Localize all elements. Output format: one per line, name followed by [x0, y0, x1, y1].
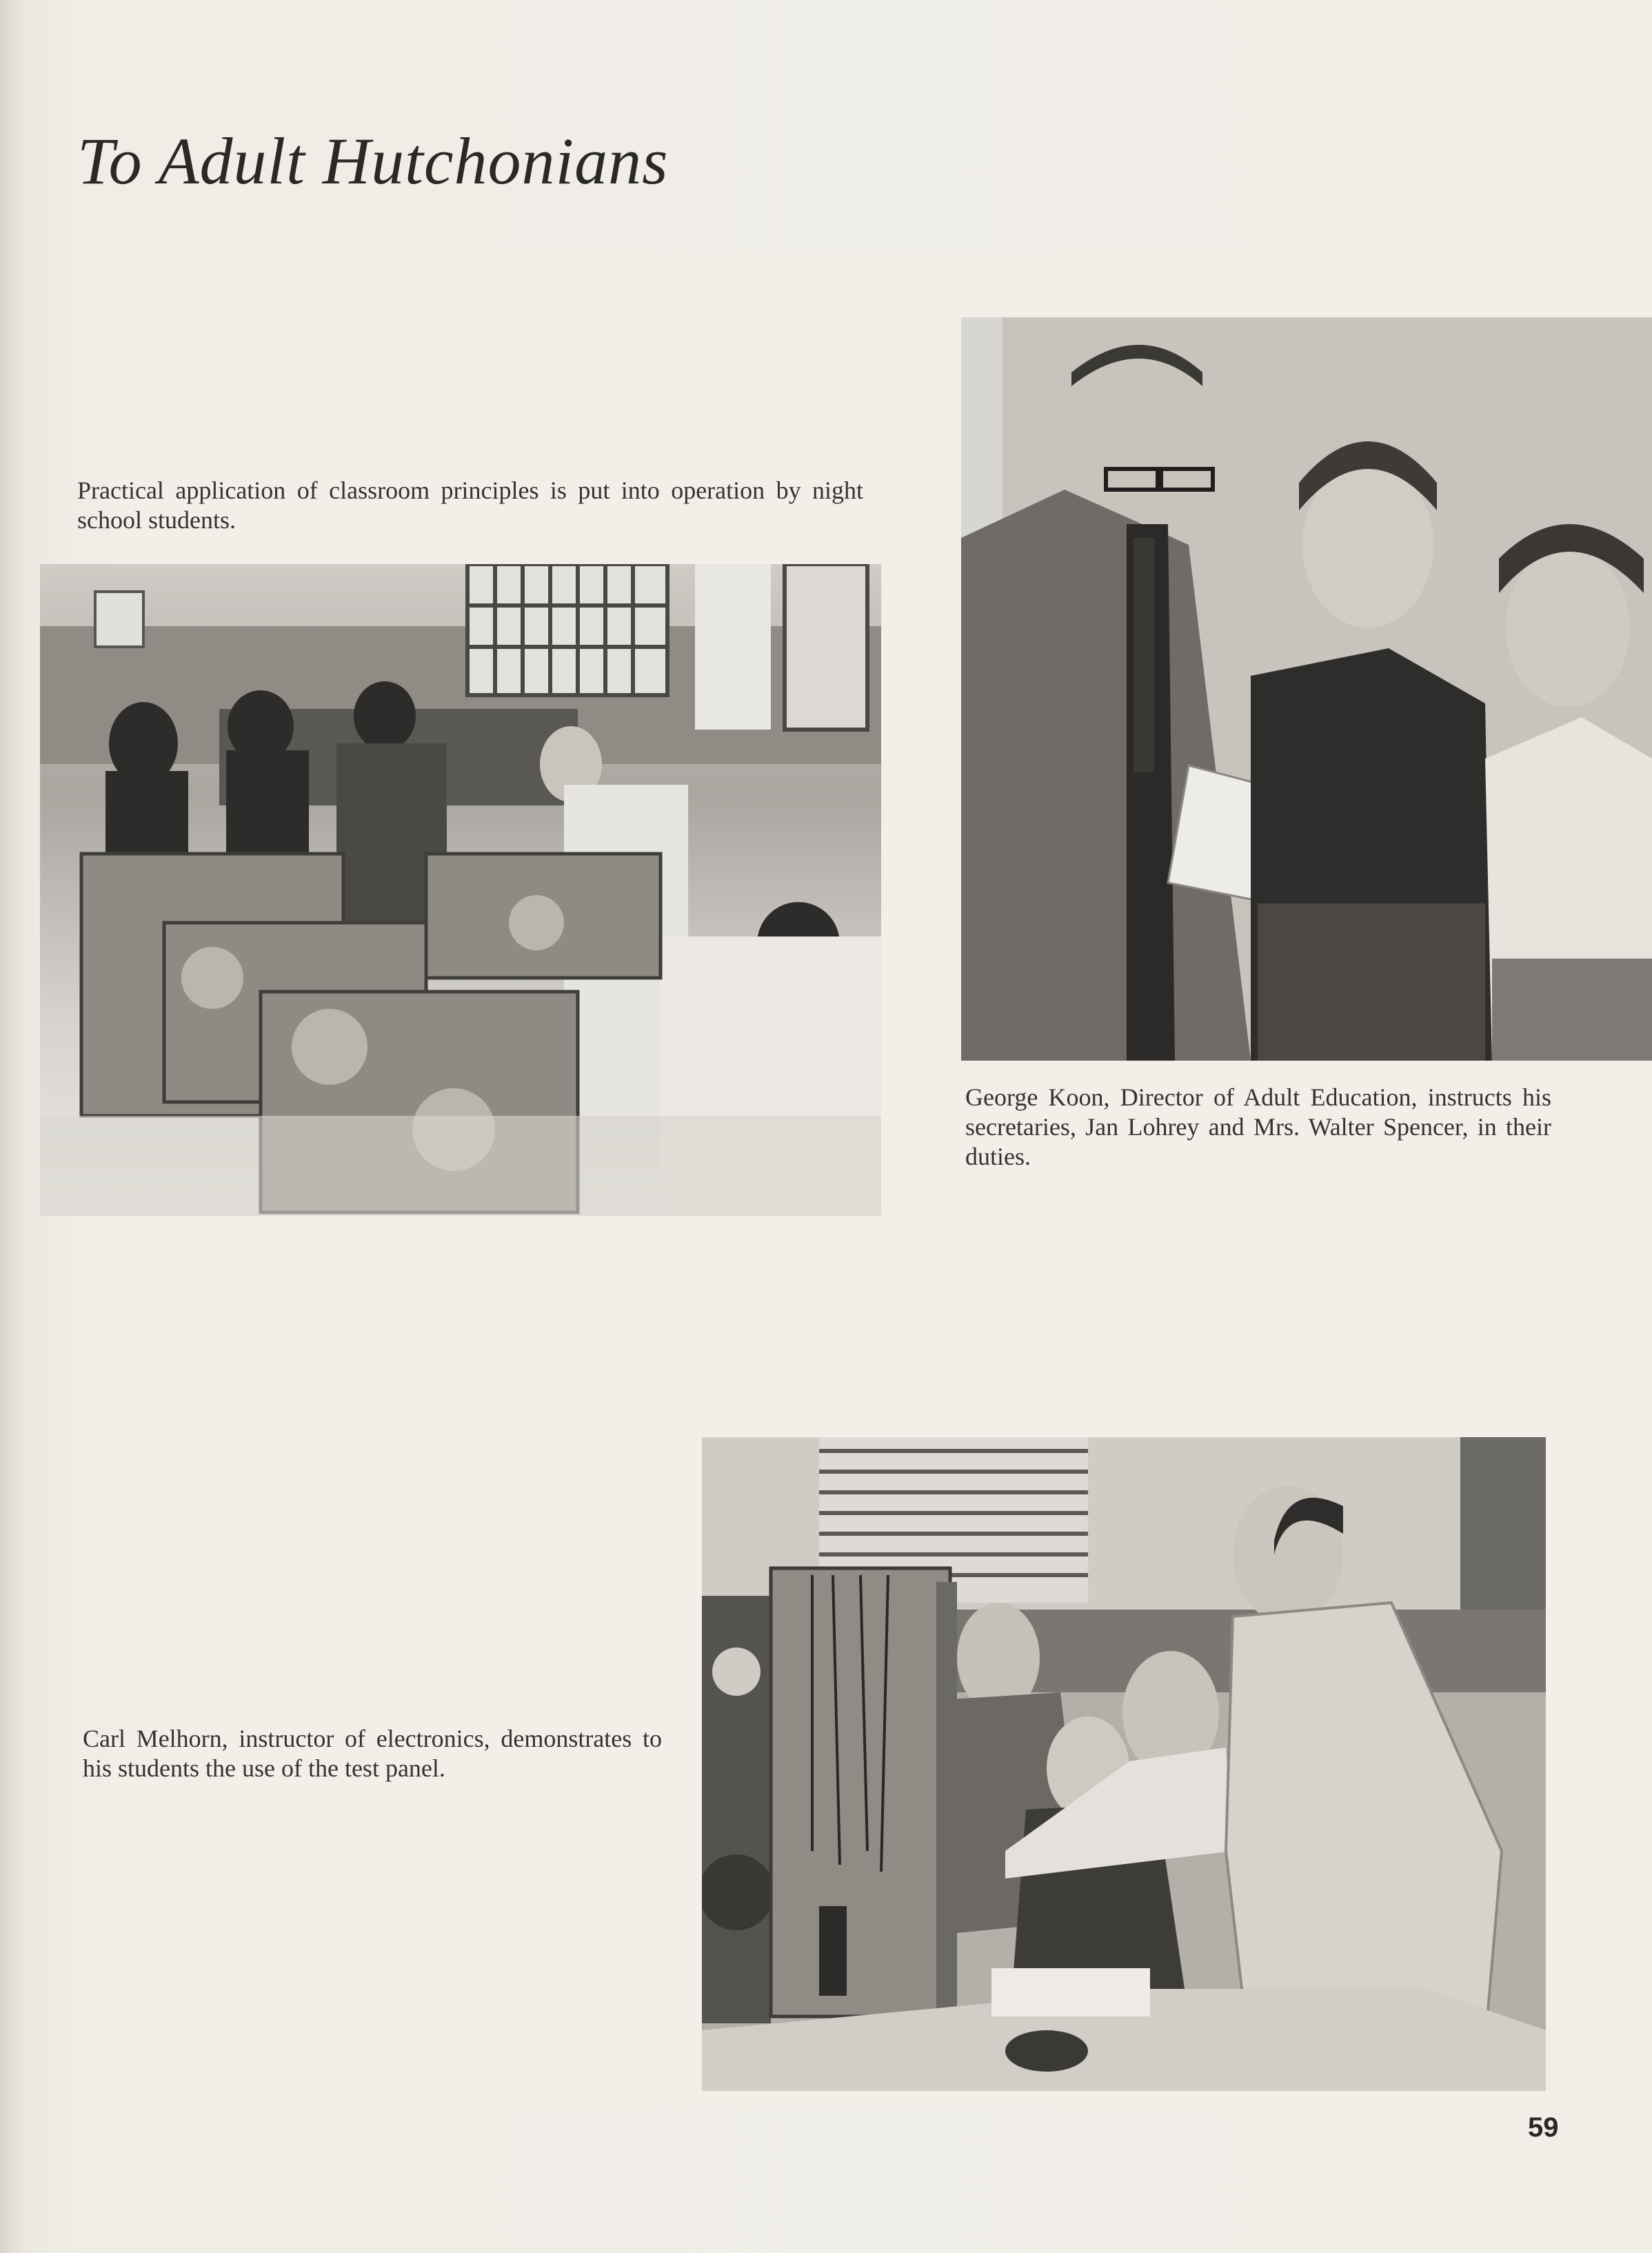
page-title: To Adult Hutchonians — [77, 124, 669, 198]
photo-electronics — [702, 1437, 1546, 2091]
secretaries-image — [961, 317, 1652, 1061]
caption-machine-shop: Practical application of classroom principles is put into operation by night school students. — [77, 477, 863, 534]
electronics-image — [702, 1437, 1546, 2091]
photo-machine-shop — [40, 564, 881, 1216]
machine-shop-image — [40, 564, 881, 1216]
caption-electronics: Carl Melhorn, instructor of electronics, demonstrates to his students the use of the test panel. — [83, 1725, 662, 1782]
photo-secretaries — [961, 317, 1652, 1061]
caption-secretaries: George Koon, Director of Adult Education, instructs his secretaries, Jan Lohrey and Mrs. Walter Spencer, in their duties. — [965, 1083, 1551, 1170]
page-number: 59 — [1528, 2112, 1559, 2143]
